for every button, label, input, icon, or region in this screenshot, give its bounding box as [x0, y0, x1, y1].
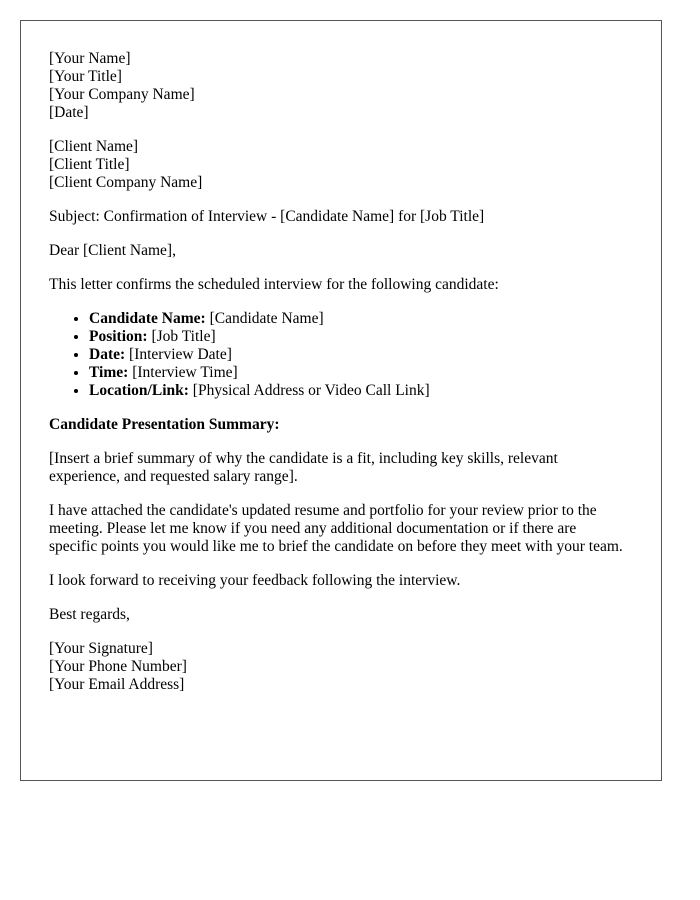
sender-company: [Your Company Name]: [49, 86, 195, 103]
sender-title: [Your Title]: [49, 68, 122, 85]
detail-label: Date:: [89, 346, 126, 363]
detail-value: [Physical Address or Video Call Link]: [188, 382, 430, 399]
detail-value: [Candidate Name]: [205, 310, 324, 327]
recipient-title: [Client Title]: [49, 156, 130, 173]
attachment-paragraph: I have attached the candidate's updated resume and portfolio for your review prior to the meeting. Please let me know if you need any additional documentation or if there are specific points you would like me to brief the candidate on before they meet with your team.: [49, 502, 623, 555]
letter-page: [20, 20, 662, 781]
detail-value: [Interview Date]: [125, 346, 232, 363]
sender-block: [49, 50, 633, 122]
detail-candidate-name: [89, 310, 633, 328]
detail-label: Location/Link:: [89, 382, 189, 399]
letter-date: [Date]: [49, 104, 89, 121]
detail-location: [89, 382, 633, 400]
greeting: Dear [Client Name],: [49, 242, 176, 259]
signoff: Best regards,: [49, 606, 130, 623]
phone-number: [Your Phone Number]: [49, 658, 187, 675]
intro-paragraph: This letter confirms the scheduled interview for the following candidate:: [49, 276, 499, 293]
summary-paragraph: [Insert a brief summary of why the candidate is a fit, including key skills, relevant experience, and requested salary range].: [49, 450, 558, 485]
subject-line: Subject: Confirmation of Interview - [Candidate Name] for [Job Title]: [49, 208, 485, 225]
detail-date: [89, 346, 633, 364]
detail-time: [89, 364, 633, 382]
summary-heading: Candidate Presentation Summary:: [49, 416, 280, 433]
detail-position: [89, 328, 633, 346]
interview-details-list: [49, 310, 633, 400]
recipient-company: [Client Company Name]: [49, 174, 203, 191]
recipient-name: [Client Name]: [49, 138, 139, 155]
recipient-block: [49, 138, 633, 192]
detail-value: [Job Title]: [147, 328, 216, 345]
detail-label: Time:: [89, 364, 129, 381]
closing-paragraph: I look forward to receiving your feedback following the interview.: [49, 572, 461, 589]
email-address: [Your Email Address]: [49, 676, 185, 693]
signature-block: [49, 640, 633, 694]
detail-label: Position:: [89, 328, 148, 345]
detail-label: Candidate Name:: [89, 310, 206, 327]
signature-line: [Your Signature]: [49, 640, 153, 657]
sender-name: [Your Name]: [49, 50, 131, 67]
detail-value: [Interview Time]: [128, 364, 238, 381]
